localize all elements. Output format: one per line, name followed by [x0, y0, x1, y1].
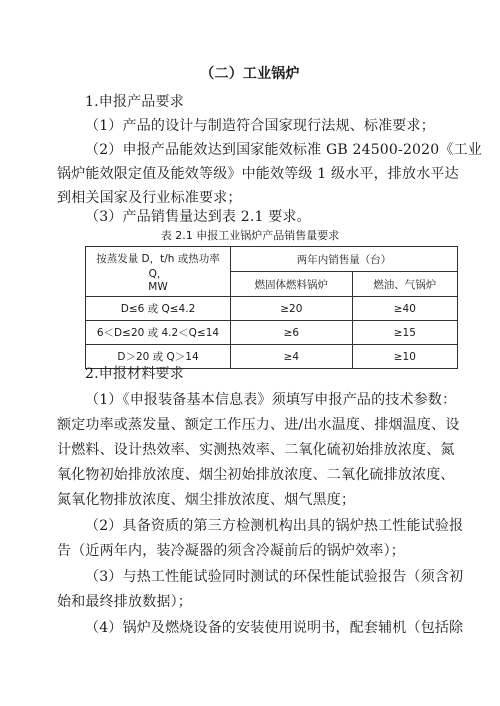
row-oil-gas-value: ≥10 — [352, 345, 457, 369]
row-range: 6＜D≤20 或 4.2＜Q≤14 — [86, 321, 231, 345]
material-item-2-line-2: 告（近两年内，装冷凝器的须含冷凝前后的锅炉效率）； — [57, 543, 405, 559]
material-item-1-line-4: 氧化物初始排放浓度、烟尘初始排放浓度、二氧化硫排放浓度、 — [57, 467, 455, 483]
sub-header-solid-fuel: 燃固体燃料锅炉 — [231, 272, 353, 297]
material-item-1-line-2: 额定功率或蒸发量、额定工作压力、进/出水温度、排烟温度、设 — [57, 417, 460, 433]
material-item-2-line-1: （2）具备资质的第三方检测机构出具的锅炉热工性能试验报 — [85, 518, 464, 534]
material-item-1-line-3: 计燃料、设计热效率、实测热效率、二氧化硫初始排放浓度、氮 — [57, 442, 455, 458]
column-header-capacity-line-2: MW — [148, 280, 168, 293]
material-item-3-line-1: （3）与热工性能试验同时测试的环保性能试验报告（须含初 — [85, 569, 464, 585]
material-item-4-line-1: （4）锅炉及燃烧设备的安装使用说明书，配套辅机（包括除 — [85, 620, 464, 636]
table-row — [86, 297, 458, 321]
group-header-sales: 两年内销售量（台） — [231, 247, 458, 272]
material-item-3-line-2: 始和最终排放数据）； — [57, 594, 192, 610]
paragraph-item-3: （3）产品销售量达到表 2.1 要求。 — [85, 209, 311, 225]
row-oil-gas-value: ≥40 — [352, 297, 457, 321]
section-title: （二）工业锅炉 — [200, 66, 300, 82]
heading-product-requirements: 1.申报产品要求 — [85, 94, 184, 110]
row-oil-gas-value: ≥15 — [352, 321, 457, 345]
row-solid-value: ≥20 — [231, 297, 353, 321]
material-item-1-line-5: 氮氧化物排放浓度、烟尘排放浓度、烟气黑度； — [57, 492, 356, 508]
row-solid-value: ≥4 — [231, 345, 353, 369]
material-item-1-line-1: （1）《申报装备基本信息表》须填写申报产品的技术参数： — [85, 392, 457, 408]
table-row — [86, 321, 458, 345]
sales-requirement-table — [85, 246, 458, 369]
paragraph-item-2-line-1: （2）申报产品能效达到国家能效标准 GB 24500-2020《工业 — [85, 142, 482, 158]
paragraph-item-2-line-3: 到相关国家及行业标准要求； — [57, 190, 242, 206]
row-range: D≤6 或 Q≤4.2 — [86, 297, 231, 321]
heading-materials-requirements: 2.申报材料要求 — [85, 366, 184, 382]
paragraph-item-2-line-2: 锅炉能效限定值及能效等级》中能效等级 1 级水平，排放水平达 — [57, 166, 459, 182]
paragraph-item-1: （1）产品的设计与制造符合国家现行法规、标准要求； — [85, 118, 435, 134]
row-range: D＞20 或 Q＞14 — [86, 345, 231, 369]
sub-header-oil-gas: 燃油、气锅炉 — [352, 272, 457, 297]
column-header-capacity-line-1: 按蒸发量 D，t/h 或热功率 Q， — [96, 252, 220, 280]
column-header-capacity — [86, 247, 231, 297]
row-solid-value: ≥6 — [231, 321, 353, 345]
table-caption: 表 2.1 申报工业锅炉产品销售量要求 — [160, 229, 340, 242]
